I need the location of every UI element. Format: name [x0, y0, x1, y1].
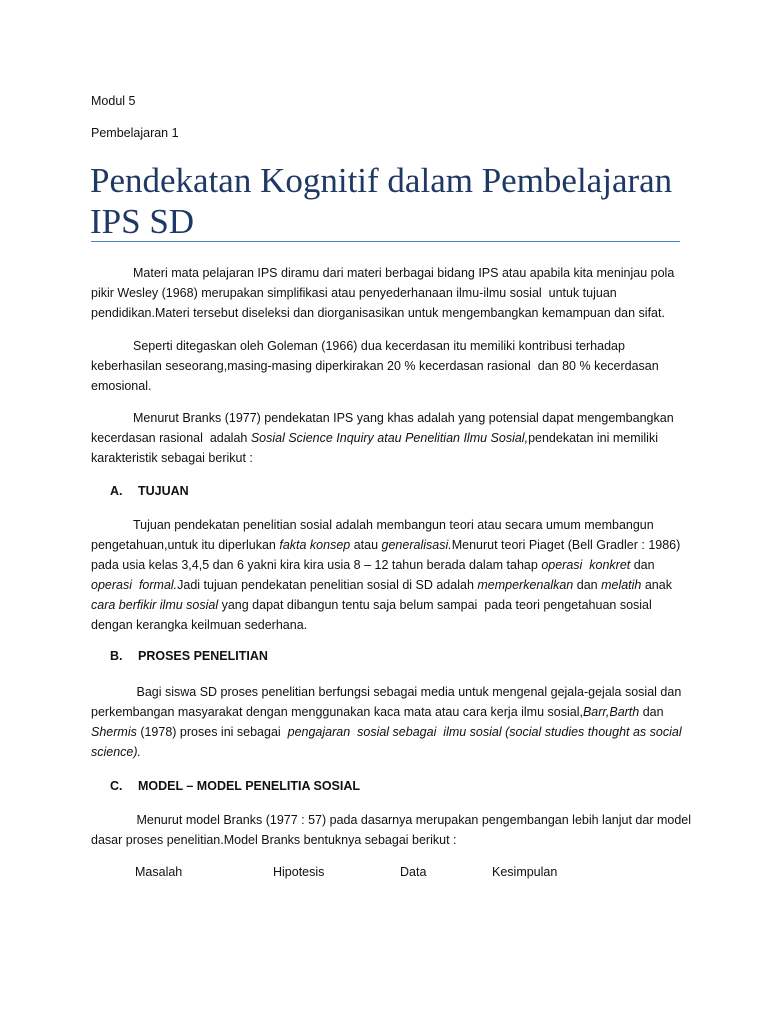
text-segment: Menurut Branks (1977) pendekatan IPS yang khas adalah yang potensial dapat mengembangkan kecerdasan rasional adalah: [91, 411, 678, 445]
text-segment: dan: [639, 705, 668, 719]
text-segment: anak: [641, 578, 676, 592]
italic-term: melatih: [601, 578, 642, 592]
paragraph-model: [91, 810, 695, 850]
text-segment: atau: [350, 538, 382, 552]
paragraph-intro-text: Materi mata pelajaran IPS diramu dari materi berbagai bidang IPS atau apabila kita meninjau pola pikir Wesley (1968) merupakan simplifikasi atau penyederhanaan ilmu-ilmu sosial untuk tujuan pendidikan.Materi tersebut diseleksi dan diorganisasikan untuk mengembangkan kemampuan dan sifat.: [91, 266, 678, 320]
section-heading-c: [110, 779, 360, 793]
italic-term: operasi konkret: [541, 558, 631, 572]
section-heading-a: [110, 484, 189, 498]
flow-step-hipotesis: Hipotesis: [273, 865, 325, 879]
italic-term: cara berfikir ilmu sosial: [91, 598, 219, 612]
italic-term: memperkenalkan: [477, 578, 574, 592]
italic-term: pengajaran sosial sebagai ilmu sosial (social studies thought as social science).: [91, 725, 686, 759]
flow-step-data: Data: [400, 865, 427, 879]
italic-term: Barr,Barth: [582, 705, 640, 719]
section-label: C.: [110, 779, 123, 793]
italic-term: operasi formal.: [91, 578, 178, 592]
paragraph-intro: [91, 263, 691, 323]
text-segment: Tujuan pendekatan penelitian sosial adalah membangun teori atau secara umum membangun pengetahuan,untuk itu diperlukan: [91, 518, 658, 552]
section-label: A.: [110, 484, 123, 498]
text-segment: pendekatan ini memiliki karakteristik sebagai berikut :: [91, 431, 662, 465]
text-segment: dan: [573, 578, 602, 592]
lesson-label: Pembelajaran 1: [91, 126, 179, 140]
section-title: MODEL – MODEL PENELITIA SOSIAL: [138, 779, 361, 793]
paragraph-branks: [91, 408, 691, 468]
paragraph-model-text: Menurut model Branks (1977 : 57) pada dasarnya merupakan pengembangan lebih lanjut dar model dasar proses penelitian.Model Branks bentuknya sebagai berikut :: [91, 813, 695, 847]
paragraph-goleman: [91, 336, 691, 396]
italic-term: generalisasi.: [381, 538, 452, 552]
paragraph-proses: [91, 682, 691, 762]
paragraph-goleman-text: Seperti ditegaskan oleh Goleman (1966) dua kecerdasan itu memiliki kontribusi terhadap keberhasilan seseorang,masing-masing diperkirakan 20 % kecerdasan rasional dan 80 % kecerdasan emosional.: [91, 339, 663, 393]
section-heading-b: [110, 649, 268, 663]
section-title: TUJUAN: [138, 484, 189, 498]
flow-step-kesimpulan: Kesimpulan: [492, 865, 558, 879]
text-segment: Menurut teori Piaget (Bell Gradler : 1986) pada usia kelas 3,4,5 dan 6 yakni kira kira usia 8 – 12 tahun berada dalam tahap: [91, 538, 684, 572]
text-segment: yang dapat dibangun tentu saja belum sampai pada teori pengetahuan sosial dengan kerangka keilmuan sederhana.: [91, 598, 656, 632]
section-label: B.: [110, 649, 123, 663]
title-divider: [91, 241, 680, 242]
italic-term: Shermis: [91, 725, 137, 739]
flow-step-masalah: Masalah: [135, 865, 183, 879]
page-title: Pendekatan Kognitif dalam Pembelajaran IPS SD: [90, 161, 673, 241]
paragraph-tujuan: [91, 515, 691, 635]
text-segment: Bagi siswa SD proses penelitian berfungsi sebagai media untuk mengenal gejala-gejala sosial dan perkembangan masyarakat dengan menggunakan kaca mata atau cara kerja ilmu sosial,: [91, 685, 685, 719]
module-label: Modul 5: [91, 94, 136, 108]
italic-term: Sosial Science Inquiry atau Penelitian Ilmu Sosial,: [250, 431, 529, 445]
italic-term: fakta konsep: [279, 538, 351, 552]
text-segment: dan: [630, 558, 659, 572]
text-segment: (1978) proses ini sebagai: [136, 725, 288, 739]
text-segment: Jadi tujuan pendekatan penelitian sosial di SD adalah: [177, 578, 478, 592]
section-title: PROSES PENELITIAN: [138, 649, 268, 663]
